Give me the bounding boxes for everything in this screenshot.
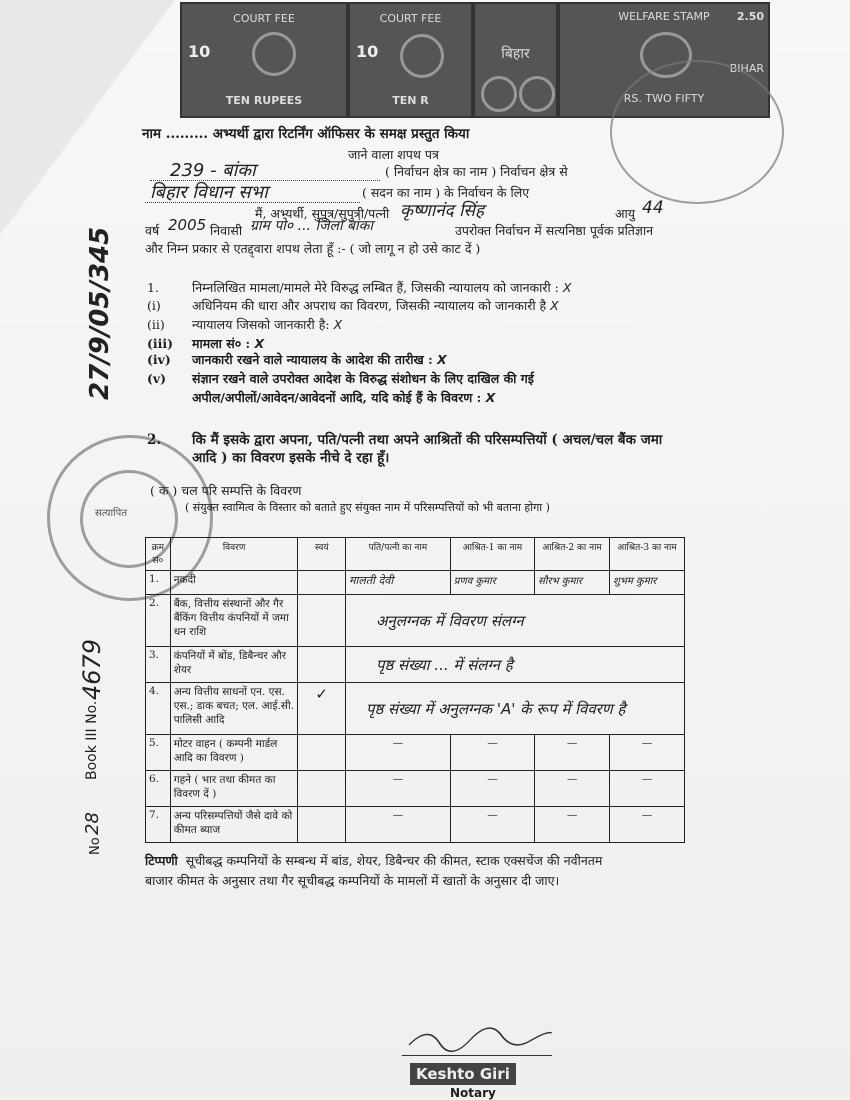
notary-label: Notary bbox=[450, 1086, 496, 1100]
self-cell bbox=[298, 807, 345, 843]
col-header: पति/पत्नी का नाम bbox=[345, 538, 450, 571]
item-text: अपील/अपीलों/आवेदन/आवेदनों आदि, यदि कोई हैं के विवरण : bbox=[192, 390, 486, 405]
stamp-denomination: 2.50 bbox=[736, 10, 764, 23]
item-number: (iv) bbox=[147, 352, 171, 367]
cross-mark: X bbox=[254, 336, 265, 351]
footnote-text-line2: बाजार कीमत के अनुसार तथा गैर सूचीबद्ध कम्पनियों के मामलों में खातों के अनुसार दी जाए। bbox=[145, 873, 560, 888]
year-label: वर्ष bbox=[145, 223, 160, 238]
item-text: निम्नलिखित मामला/मामले मेरे विरुद्ध लम्बित हैं, जिसकी न्यायालय को जानकारी : bbox=[192, 280, 563, 295]
table-row bbox=[146, 807, 685, 843]
col-header: आश्रित-1 का नाम bbox=[450, 538, 534, 571]
row-description: गहने ( भार तथा कीमत का विवरण दें ) bbox=[170, 771, 298, 807]
footnote-text: सूचीबद्ध कम्पनियों के सम्बन्ध में बांड, शेयर, डिबैन्चर की कीमत, स्टाक एक्सचेंज की नवीनतम bbox=[185, 853, 603, 868]
col-header: क्रम सं० bbox=[146, 538, 171, 571]
seal-text: सत्यापित bbox=[95, 508, 128, 519]
oath-text-line2: और निम्न प्रकार से एतद्द्वारा शपथ लेता हूँ :- ( जो लागू न हो उसे काट दें ) bbox=[145, 241, 481, 256]
item-text: अधिनियम की धारा और अपराध का विवरण, जिसकी न्यायालय को जानकारी है bbox=[192, 298, 551, 313]
item-v-line2 bbox=[192, 389, 495, 406]
row-number: 1. bbox=[146, 571, 171, 595]
stamp-label: COURT FEE bbox=[233, 12, 295, 25]
bihar-stamp bbox=[473, 2, 558, 118]
handwritten-entry: अनुलग्नक में विवरण संलग्न bbox=[345, 595, 684, 647]
stamp-denomination: 10 bbox=[356, 42, 379, 61]
notary-name: Keshto Giri bbox=[410, 1063, 516, 1085]
constituency-label: ( निर्वाचन क्षेत्र का नाम ) निर्वाचन क्षेत्र से bbox=[385, 164, 568, 179]
section-number: 2. bbox=[147, 432, 162, 448]
table-row bbox=[146, 571, 685, 595]
item-text: जानकारी रखने वाले न्यायालय के आदेश की तारीख : bbox=[192, 352, 438, 367]
rosette-icon bbox=[519, 76, 555, 112]
item-ii bbox=[147, 316, 342, 333]
stamp-value-text: TEN RUPEES bbox=[225, 94, 303, 107]
dash-entry: — bbox=[535, 807, 610, 843]
table-row bbox=[146, 771, 685, 807]
cross-mark: X bbox=[550, 298, 559, 313]
dash-entry: — bbox=[450, 771, 534, 807]
item-number: (v) bbox=[147, 371, 167, 386]
handwritten-entry: पृष्ठ संख्या में अनुलग्नक 'A' के रूप में विवरण है bbox=[345, 683, 684, 735]
rosette-icon bbox=[481, 76, 517, 112]
dash-entry: — bbox=[535, 735, 610, 771]
handwritten-entry: पृष्ठ संख्या ... में संलग्न है bbox=[345, 647, 684, 683]
row-description: मोटर वाहन ( कम्पनी मार्डल आदि का विवरण ) bbox=[170, 735, 298, 771]
col-header: स्वयं bbox=[298, 538, 345, 571]
dash-entry: — bbox=[345, 771, 450, 807]
house-label: ( सदन का नाम ) के निर्वाचन के लिए bbox=[362, 185, 530, 200]
row-description: अन्य परिसम्पत्तियों जैसे दावे को कीमत ब्याज bbox=[170, 807, 298, 843]
house-fill: बिहार विधान सभा bbox=[150, 182, 268, 203]
oath-text: उपरोक्त निर्वाचन में सत्यनिष्ठा पूर्वक प्रतिज्ञान bbox=[455, 223, 654, 238]
emblem-icon bbox=[400, 34, 444, 78]
age-label: आयु bbox=[615, 206, 636, 221]
age-value: 44 bbox=[642, 198, 664, 218]
fill-line bbox=[145, 202, 360, 203]
margin-book-number: 4679 bbox=[78, 638, 106, 700]
court-fee-stamp-2 bbox=[348, 2, 473, 118]
row-number: 7. bbox=[146, 807, 171, 843]
year-value: 2005 bbox=[168, 216, 207, 234]
row-description: नकदी bbox=[170, 571, 298, 595]
row-number: 6. bbox=[146, 771, 171, 807]
self-cell bbox=[298, 595, 345, 647]
row-number: 4. bbox=[146, 683, 171, 735]
subsection-title: चल परि सम्पत्ति के विवरण bbox=[181, 483, 302, 498]
item-number: (i) bbox=[147, 298, 161, 313]
dash-entry: — bbox=[345, 807, 450, 843]
cross-mark: X bbox=[562, 280, 572, 295]
dash-entry: — bbox=[535, 771, 610, 807]
dash-entry: — bbox=[610, 807, 685, 843]
candidate-name-fill: कृष्णानंद सिंह bbox=[400, 201, 485, 221]
row-description: कंपनियों में बोंड, डिबैन्चर और शेयर bbox=[170, 647, 298, 683]
table-row bbox=[146, 647, 685, 683]
cross-mark: X bbox=[437, 352, 447, 367]
item-text: न्यायालय जिसको जानकारी है: bbox=[192, 317, 334, 332]
table-row bbox=[146, 683, 685, 735]
stamp-value-text: RS. TWO FIFTY bbox=[623, 92, 705, 105]
col-header: विवरण bbox=[170, 538, 298, 571]
resident-label: निवासी bbox=[210, 223, 243, 238]
margin-date-note: 27/9/05/345 bbox=[85, 226, 115, 400]
item-iii bbox=[147, 335, 264, 352]
item-text: संज्ञान रखने वाले उपरोक्त आदेश के विरुद्ध संशोधन के लिए दाखिल की गई bbox=[192, 371, 534, 386]
margin-no-label: No bbox=[88, 837, 103, 855]
dash-entry: — bbox=[450, 735, 534, 771]
self-cell bbox=[298, 735, 345, 771]
subsection-note: ( संयुक्त स्वामित्व के विस्तार को बताते हुए संयुक्त नाम में परिसम्पत्तियों को भी बताना होगा ) bbox=[185, 501, 550, 514]
footnote-label: टिप्पणी bbox=[145, 853, 178, 868]
cross-mark: X bbox=[333, 317, 343, 332]
row-number: 3. bbox=[146, 647, 171, 683]
margin-no-value: 28 bbox=[82, 812, 103, 835]
checkmark-icon: ✓ bbox=[298, 683, 345, 735]
subsection-number: ( क ) bbox=[150, 483, 178, 498]
item-number: (ii) bbox=[147, 317, 165, 332]
dash-entry: — bbox=[610, 735, 685, 771]
table-row bbox=[146, 595, 685, 647]
form-title: नाम ......... अभ्यर्थी द्वारा रिटर्निंग ऑफिसर के समक्ष प्रस्तुत किया bbox=[142, 126, 470, 142]
row-number: 5. bbox=[146, 735, 171, 771]
row-number: 2. bbox=[146, 595, 171, 647]
movable-assets-table bbox=[145, 537, 685, 843]
notary-signature bbox=[402, 1025, 559, 1056]
stamp-label: COURT FEE bbox=[379, 12, 442, 25]
dependent-1-name: प्रणव कुमार bbox=[450, 571, 534, 595]
section-text: कि मैं इसके द्वारा अपना, पति/पत्नी तथा अपने आश्रितों की परिसम्पत्तियों ( अचल/चल बैंक जमा bbox=[192, 432, 663, 448]
row-description: अन्य वित्तीय साधनों एन. एस. एस.; डाक बचत; एल. आई.सी. पालिसी आदि bbox=[170, 683, 298, 735]
stamp-denomination: 10 bbox=[188, 42, 211, 61]
dependent-3-name: शुभम कुमार bbox=[610, 571, 685, 595]
top-right-seal bbox=[610, 60, 784, 204]
item-iv bbox=[147, 351, 447, 368]
col-header: आश्रित-2 का नाम bbox=[535, 538, 610, 571]
row-description: बैंक, वित्तीय संस्थानों और गैर बैंकिंग वित्तीय कंपनियों में जमा धन राशि bbox=[170, 595, 298, 647]
item-text: मामला सं० : bbox=[192, 336, 255, 351]
table-header-row bbox=[146, 538, 685, 571]
stamp-value-text: TEN R bbox=[392, 94, 429, 107]
cross-mark: X bbox=[485, 390, 496, 405]
candidate-prefix: मैं, अभ्यर्थी, सुपुत्र/सुपुत्री/पत्नी bbox=[255, 206, 390, 221]
dash-entry: — bbox=[345, 735, 450, 771]
item-number: (iii) bbox=[147, 336, 174, 351]
self-cell bbox=[298, 647, 345, 683]
signature-scribble-icon bbox=[402, 1025, 558, 1055]
dependent-2-name: सौरभ कुमार bbox=[535, 571, 610, 595]
footnote bbox=[145, 852, 602, 869]
stamp-state-text: BIHAR bbox=[729, 62, 764, 75]
emblem-icon bbox=[252, 32, 296, 76]
court-fee-stamp-1 bbox=[180, 2, 348, 118]
dash-entry: — bbox=[610, 771, 685, 807]
margin-book-label: Book III No. bbox=[84, 700, 100, 780]
item-v bbox=[147, 370, 534, 387]
stamp-label: WELFARE STAMP bbox=[618, 10, 710, 23]
dash-entry: — bbox=[450, 807, 534, 843]
stamp-value-text: बिहार bbox=[501, 46, 530, 62]
subsection-ka bbox=[150, 482, 301, 499]
spouse-name: मालती देवी bbox=[345, 571, 450, 595]
col-header: आश्रित-3 का नाम bbox=[610, 538, 685, 571]
resident-fill: ग्राम पो० ... जिला बांका bbox=[250, 218, 374, 234]
item-number: 1. bbox=[147, 280, 159, 295]
section-text-line2: आदि ) का विवरण इसके नीचे दे रहा हूँ। bbox=[192, 450, 390, 466]
section-2 bbox=[147, 430, 662, 448]
item-i bbox=[147, 297, 559, 314]
constituency-fill: 239 - बांका bbox=[170, 160, 256, 181]
self-cell bbox=[298, 571, 345, 595]
item-1 bbox=[147, 279, 571, 296]
table-row bbox=[146, 735, 685, 771]
folded-corner bbox=[0, 0, 175, 235]
self-cell bbox=[298, 771, 345, 807]
form-subtitle: जाने वाला शपथ पत्र bbox=[348, 147, 439, 162]
